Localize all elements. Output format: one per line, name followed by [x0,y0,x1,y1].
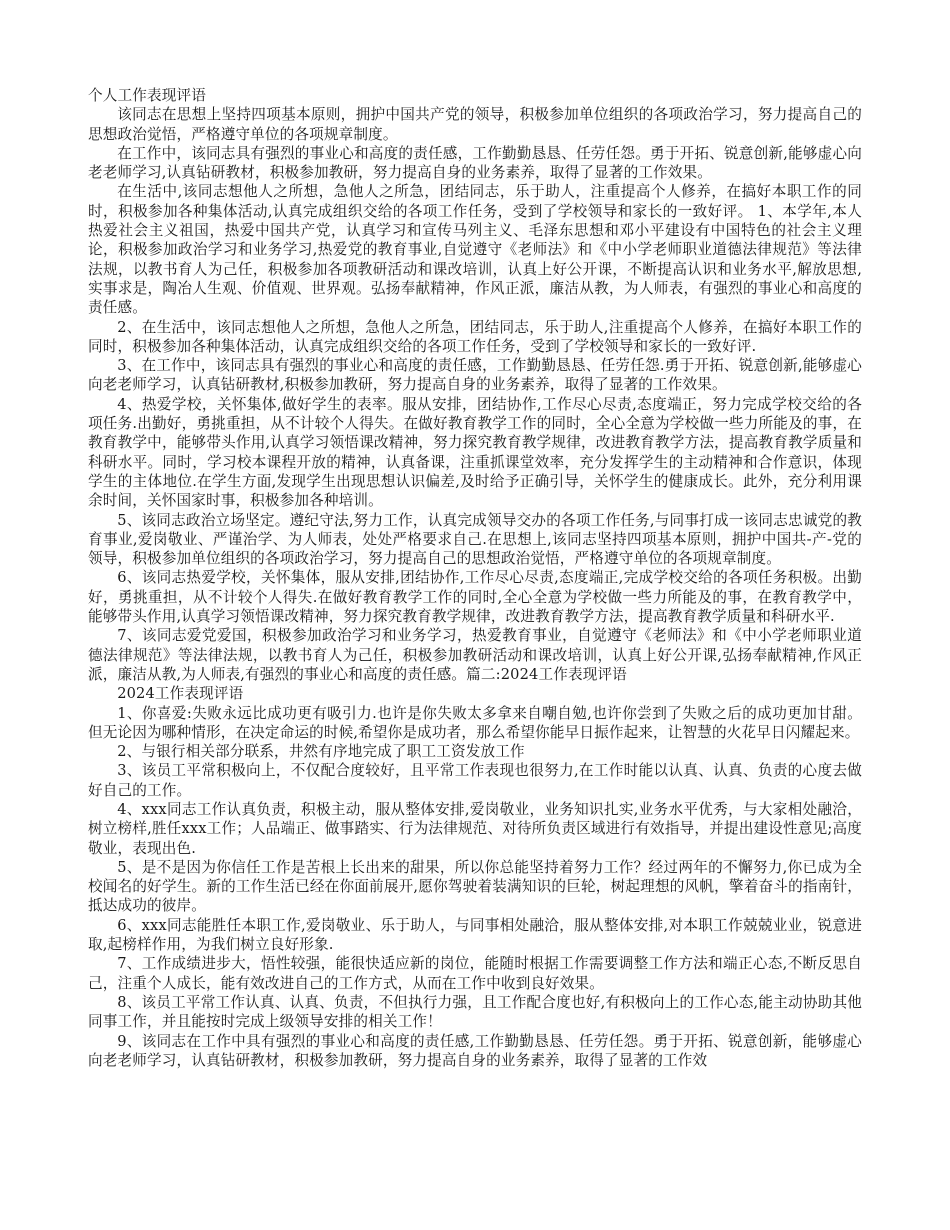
paragraph: 在工作中，该同志具有强烈的事业心和高度的责任感，工作勤勤恳恳、任劳任怨。勇于开拓、锐意创新,能够虚心向老老师学习,认真钻研教材，积极参加教研，努力提高自身的业务素养，取得了显著的工作效果。 [88,144,862,182]
paragraph: 4、xxx同志工作认真负责，积极主动，服从整体安排,爱岗敬业，业务知识扎实,业务水平优秀，与大家相处融洽，树立榜样,胜任xxx工作；人品端正、做事踏实、行为法律规范、对待所负责区域进行有效指导，并提出建设性意见;高度敬业，表现出色. [88,800,862,857]
paragraph: 1、你喜爱:失败永远比成功更有吸引力.也许是你失败太多拿来自嘲自勉,也许你尝到了失败之后的成功更加甘甜。但无论因为哪种情形，在决定命运的时候,希望你是成功者，那么希望你能早日振作起来，让智慧的火花早日闪耀起来。 [88,704,862,741]
document-title: 个人工作表现评语 [88,87,206,104]
document-page [88,86,862,1070]
paragraph: 5、是不是因为你信任工作是苦根上长出来的甜果，所以你总能坚持着努力工作？经过两年的不懈努力,你已成为全校闻名的好学生。新的工作生活已经在你面前展开,愿你驾驶着装满知识的巨轮，树起理想的风帆，擎着奋斗的指南针，抵达成功的彼岸。 [88,858,862,915]
paragraph: 7、工作成绩进步大，悟性较强，能很快适应新的岗位，能随时根据工作需要调整工作方法和端正心态,不断反思自己，注重个人成长，能有效改进自己的工作方式，从而在工作中收到良好效果。 [88,955,862,992]
paragraph: 6、xxx同志能胜任本职工作,爱岗敬业、乐于助人，与同事相处融洽，服从整体安排,对本职工作兢兢业业，锐意进取,起榜样作用，为我们树立良好形象. [88,916,862,954]
paragraph: 6、该同志热爱学校，关怀集体，服从安排,团结协作,工作尽心尽责,态度端正,完成学校交给的各项任务积极。出勤好，勇挑重担，从不计较个人得失.在做好教育教学工作的同时,全心全意为学校做一些力所能及的事，在教育教学中，能够带头作用,认真学习领悟课改精神，努力探究教育教学规律，改进教育教学方法，提高教育教学质量和科研水平. [88,569,862,626]
paragraph: 2、在生活中，该同志想他人之所想，急他人之所急，团结同志，乐于助人,注重提高个人修养，在搞好本职工作的同时，积极参加各种集体活动，认真完成组织交给的各项工作任务，受到了学校领导和家长的一致好评. [88,318,862,355]
paragraph: 7、该同志爱党爱国，积极参加政治学习和业务学习，热爱教育事业，自觉遵守《老师法》和《中小学老师职业道德法律规范》等法律法规，以教书育人为己任，积极参加教研活动和课改培训，认真上好公开课,弘扬奉献精神,作风正派，廉洁从教,为人师表,有强烈的事业心和高度的责任感。篇二:2024工作表现评语 [88,627,862,683]
paragraph: 3、该员工平常积极向上，不仅配合度较好，且平常工作表现也很努力,在工作时能以认真、认真、负责的心度去做好自己的工作。 [88,762,862,799]
section-heading: 2024工作表现评语 [117,685,244,703]
paragraph: 9、该同志在工作中具有强烈的事业心和高度的责任感,工作勤勤恳恳、任劳任怨。勇于开拓、锐意创新，能够虚心向老老师学习，认真钻研教材，积极参加教研，努力提高自身的业务素养，取得了显著的工作效 [88,1032,862,1069]
paragraph: 4、热爱学校，关怀集体,做好学生的表率。服从安排，团结协作,工作尽心尽责,态度端正，努力完成学校交给的各项任务.出勤好，勇挑重担，从不计较个人得失。在做好教育教学工作的同时，全心全意为学校做一些力所能及的事，在教育教学中，能够带头作用,认真学习领悟课改精神，努力探究教育教学规律，改进教育教学方法，提高教育教学质量和科研水平。同时，学习校本课程开放的精神，认真备课，注重抓课堂效率，充分发挥学生的主动精神和合作意识，体现学生的主体地位.在学生方面,发现学生出现思想认识偏差,及时给予正确引导，关怀学生的健康成长。此外，充分利用课余时间，关怀国家时事，积极参加各种培训。 [88,395,862,510]
paragraph: 该同志在思想上坚持四项基本原则，拥护中国共产党的领导，积极参加单位组织的各项政治学习，努力提高自己的思想政治觉悟，严格遵守单位的各项规章制度。 [88,106,862,143]
paragraph: 8、该员工平常工作认真、认真、负责，不但执行力强，且工作配合度也好,有积极向上的工作心态,能主动协助其他同事工作，并且能按时完成上级领导安排的相关工作！ [88,993,862,1031]
paragraph: 2、与银行相关部分联系，井然有序地完成了职工工资发放工作 [117,743,525,761]
paragraph: 5、该同志政治立场坚定。遵纪守法,努力工作，认真完成领导交办的各项工作任务,与同事打成一该同志忠诚党的教育事业,爱岗敬业、严谨治学、为人师表，处处严格要求自己.在思想上,该同志坚持四项基本原则，拥护中国共-产-党的领导，积极参加单位组织的各项政治学习，努力提高自己的思想政治觉悟，严格遵守单位的各项规章制度。 [88,511,862,568]
paragraph: 3、在工作中，该同志具有强烈的事业心和高度的责任感，工作勤勤恳恳、任劳任怨.勇于开拓、锐意创新,能够虚心向老老师学习，认真钻研教材,积极参加教研，努力提高自身的业务素养，取得了显著的工作效果。 [88,357,862,394]
paragraph: 在生活中,该同志想他人之所想，急他人之所急，团结同志，乐于助人，注重提高个人修养，在搞好本职工作的同时，积极参加各种集体活动,认真完成组织交给的各项工作任务，受到了学校领导和家长的一致好评。 1、本学年,本人热爱社会主义祖国，热爱中国共产党，认真学习和宣传马列主义、毛泽东思想和邓小平建设有中国特色的社会主义理论，积极参加政治学习和业务学习,热爱党的教育事业,自觉遵守《老师法》和《中小学老师职业道德法律规范》等法律法规，以教书育人为己任，积极参加各项教研活动和课改培训，认真上好公开课，不断提高认识和业务水平,解放思想,实事求是，陶冶人生观、价值观、世界观。弘扬奉献精神，作风正派，廉洁从教，为人师表，有强烈的事业心和高度的责任感。 [88,183,862,317]
